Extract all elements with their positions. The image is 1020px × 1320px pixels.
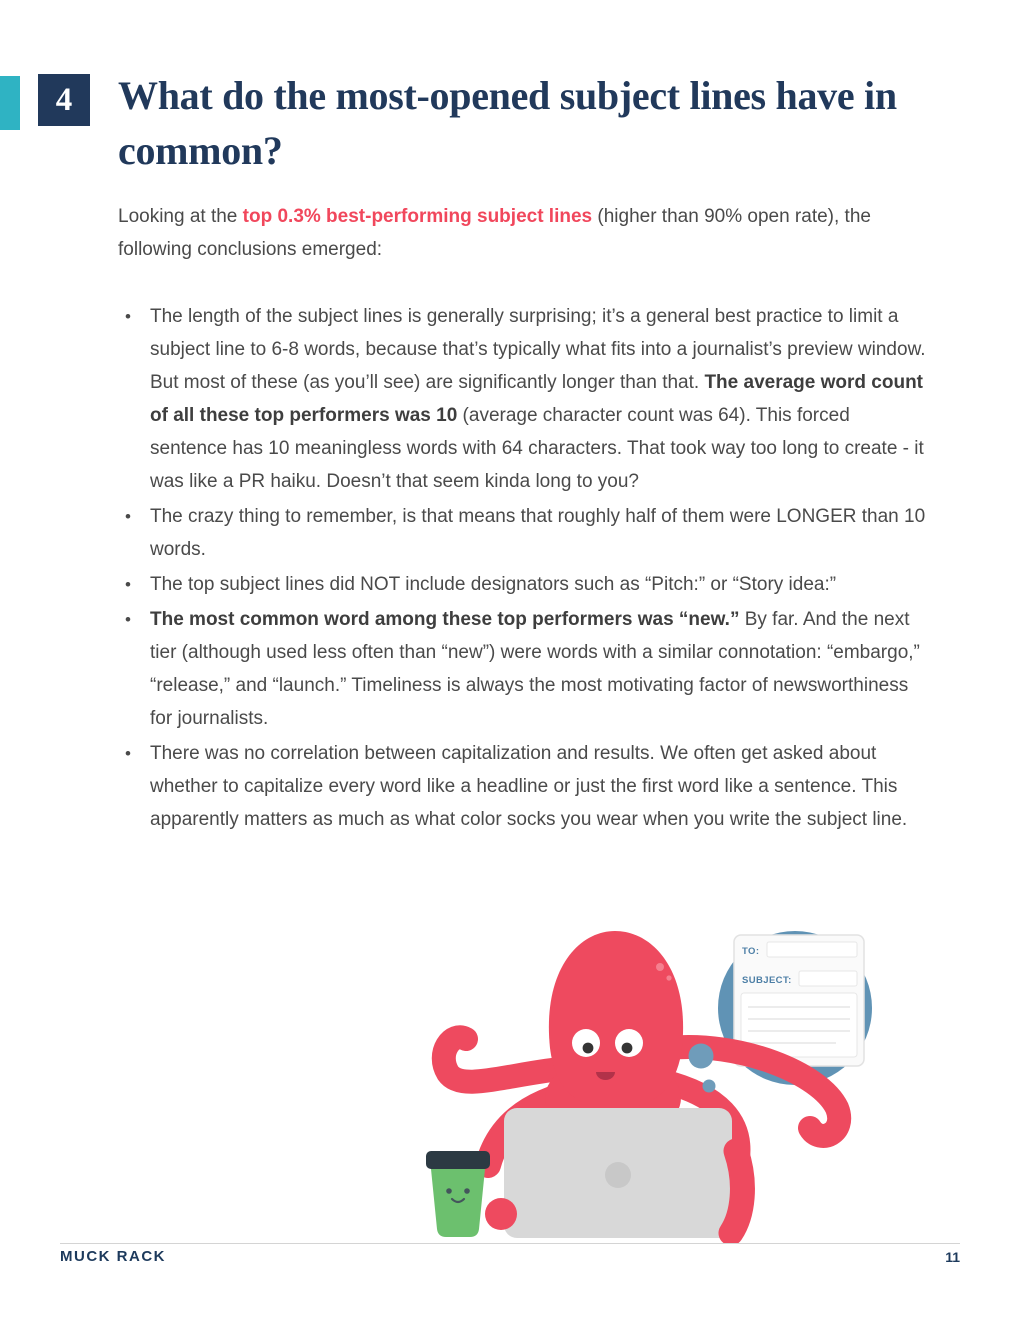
email-subject-field (799, 971, 857, 986)
accent-bar (0, 76, 20, 130)
octopus-freckle (666, 975, 671, 980)
intro-text: Looking at the (118, 206, 243, 227)
bubble (689, 1044, 714, 1069)
footer-divider (60, 1243, 960, 1244)
tentacle-tip (485, 1198, 517, 1230)
laptop-logo (605, 1162, 631, 1188)
email-to-field (767, 942, 857, 957)
muckrack-logo: MUCK RACK (60, 1248, 166, 1265)
bullet-text-bold: The most common word among these top performers was “new.” (150, 609, 740, 630)
bullet-text: (average character count was 64). This forced sentence has 10 meaningless words with 64 characters. That took way too long to create - it was like a PR haiku. Doesn’t that seem kinda long to you? (150, 405, 924, 492)
list-item (118, 568, 930, 601)
list-item (118, 500, 930, 566)
intro-paragraph (118, 200, 930, 266)
bullet-text: The crazy thing to remember, is that means that roughly half of them were LONGER than 10 words. (150, 506, 926, 560)
cup-lid (426, 1151, 490, 1169)
conclusions-list (118, 300, 930, 838)
email-to-label: TO: (742, 946, 760, 957)
octopus-illustration (400, 923, 900, 1243)
section-number: 4 (55, 81, 73, 118)
bullet-text-bold: The average word count of all these top performers was 10 (150, 372, 923, 426)
bullet-text: There was no correlation between capitalization and results. We often get asked about whether to capitalize every word like a headline or just the first word like a sentence. This apparently matters as much as what color socks you wear when you write the subject line. (150, 743, 908, 830)
list-item (118, 300, 930, 498)
section-number-badge (38, 74, 90, 126)
bullet-text: By far. And the next tier (although used less often than “new”) were words with a similar connotation: “embargo,” “release,” and “launch.” Timeliness is always the most motivating factor of newsworthiness for journalists. (150, 609, 920, 729)
intro-text: (higher than 90% open rate), the following conclusions emerged: (118, 206, 871, 260)
coffee-cup (426, 1151, 490, 1237)
bubble (703, 1080, 716, 1093)
bullet-text: The top subject lines did NOT include designators such as “Pitch:” or “Story idea:” (150, 574, 837, 595)
page-title: What do the most-opened subject lines have in common? (118, 73, 897, 173)
intro-accent-text: top 0.3% best-performing subject lines (242, 206, 593, 227)
bullet-text: The length of the subject lines is generally surprising; it’s a general best practice to limit a subject line to 6-8 words, because that’s typically what fits into a journalist’s preview window. But most of these (as you’ll see) are significantly longer than that. (150, 306, 926, 393)
page-number: 11 (945, 1249, 960, 1265)
list-item (118, 737, 930, 836)
email-subject-label: SUBJECT: (742, 975, 792, 986)
laptop (504, 1108, 732, 1238)
list-item (118, 603, 930, 735)
octopus-tentacles-front (731, 1151, 742, 1233)
octopus-freckle (656, 963, 664, 971)
